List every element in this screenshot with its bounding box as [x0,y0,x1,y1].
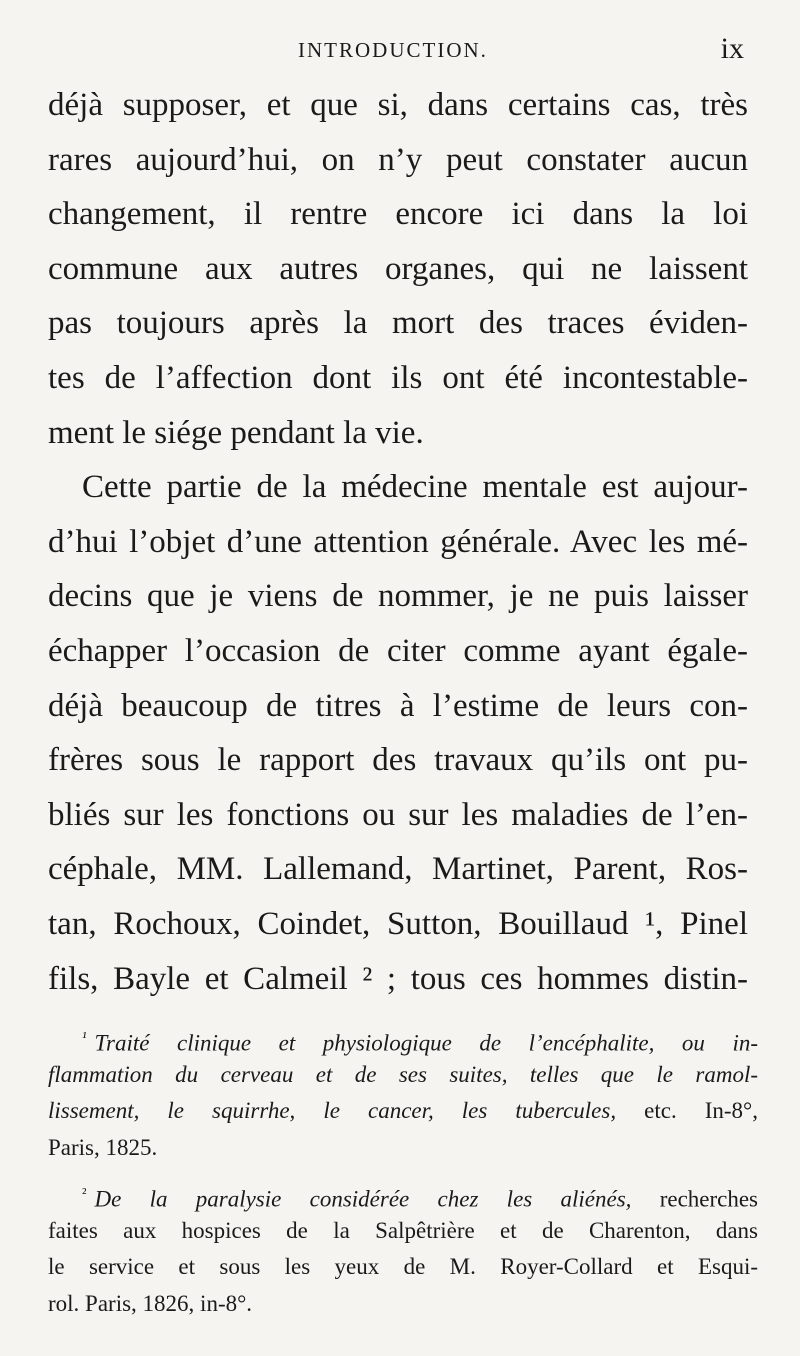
text-line: rares aujourd’hui, on n’y peut constater aucun [48,141,748,178]
page-header [48,30,744,70]
footnote-text: De la paralysie considérée chez les aliénés, [94,1186,632,1212]
text-line: pas toujours après la mort des traces éviden- [48,305,748,342]
footnote-line: Paris, 1825. [48,1134,158,1160]
main-text [48,78,748,1006]
text-line: Cette partie de la médecine mentale est aujour- [82,469,748,506]
footnote-line: flammation du cerveau et de ses suites, telles que le ramol- [48,1061,758,1087]
text-line: ment le siége pendant la vie. [48,414,424,451]
text-line: céphale, MM. Lallemand, Martinet, Parent, Ros- [48,851,748,888]
footnote-line [48,1020,758,1057]
text-line: fils, Bayle et Calmeil ² ; tous ces hommes distin- [48,960,748,997]
text-line: tan, Rochoux, Coindet, Sutton, Bouillaud ¹, Pinel [48,905,748,942]
page-number: ix [720,32,744,65]
text-line: échapper l’occasion de citer comme ayant égale- [48,632,748,669]
text-line: changement, il rentre encore ici dans la loi [48,196,748,233]
footnote-line [48,1176,758,1213]
text-line: déjà supposer, et que si, dans certains cas, très [48,87,748,123]
text-line: frères sous le rapport des travaux qu’ils ont pu- [48,742,748,779]
footnote-marker: ¹ [82,1030,87,1046]
footnote-text: lissement, le squirrhe, le cancer, les tubercules, [48,1098,617,1123]
text-line: decins que je viens de nommer, je ne puis laisser [48,578,748,615]
text-line: déjà beaucoup de titres à l’estime de leurs con- [48,687,748,724]
footnote-line: faites aux hospices de la Salpêtrière et de Charenton, dans [48,1217,758,1243]
footnote-line: le service et sous les yeux de M. Royer-Collard et Esqui- [48,1254,758,1279]
footnote-text: etc. In-8°, [616,1098,758,1123]
text-line: d’hui l’objet d’une attention générale. Avec les mé- [48,523,748,560]
text-line: bliés sur les fonctions ou sur les maladies de l’en- [48,796,748,833]
footnote-1 [48,1020,758,1166]
footnote-text: recherches [631,1186,759,1212]
text-line: tes de l’affection dont ils ont été incontestable- [48,359,748,396]
text-line: commune aux autres organes, qui ne laissent [48,250,748,287]
footnotes [48,1020,758,1332]
footnote-text: Traité clinique et physiologique de l’encéphalite, ou in- [94,1030,758,1056]
footnote-marker: ² [82,1186,87,1202]
footnote-2 [48,1176,758,1322]
footnote-line [48,1093,758,1130]
footnote-line: rol. Paris, 1826, in-8°. [48,1290,253,1316]
running-head: INTRODUCTION. [298,38,488,62]
